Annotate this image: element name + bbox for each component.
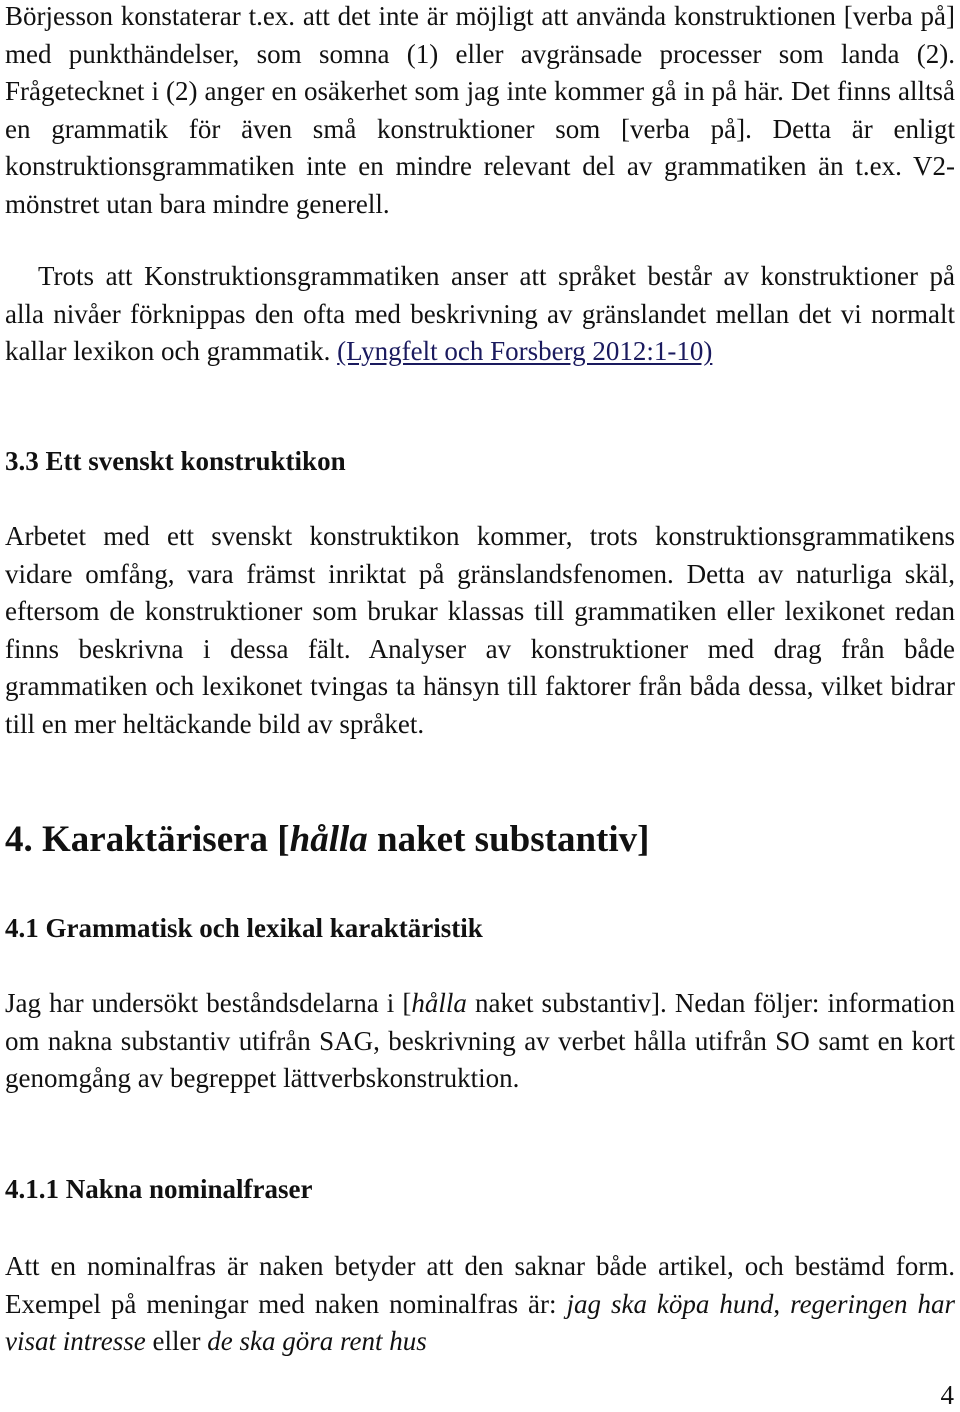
chapter-heading-4 [5, 818, 649, 861]
section-heading-4-1: 4.1 Grammatisk och lexikal karaktäristik [5, 913, 483, 943]
citation-link[interactable]: (Lyngfelt och Forsberg 2012:1-10) [337, 336, 713, 366]
heading-emphasis: hålla [289, 819, 368, 860]
section-heading-3-3: 3.3 Ett svenskt konstruktikon [5, 446, 346, 476]
paragraph-nakna-nominalfraser [5, 1248, 955, 1361]
separator-text: , [773, 1288, 791, 1319]
emphasis: hålla [411, 988, 467, 1018]
paragraph-text: Jag har undersökt beståndsdelarna i [ [5, 988, 412, 1018]
paragraph-borjesson: Börjesson konstaterar t.ex. att det inte är möjligt att använda konstruktionen [verba på] med punkthändelser, som somna (1) eller avgränsade processer som landa (2). Frågetecknet i (2) anger en osäkerhet som jag inte kommer gå in på här. Det finns alltså en grammatik för även små konstruktioner som [verba på]. Detta är enligt konstruktionsgrammatiken inte en mindre relevant del av grammatiken än t.ex. V2-mönstret utan bara mindre generell. [5, 1, 955, 219]
heading-text: naket substantiv] [367, 819, 650, 860]
heading-text: 4. Karaktärisera [ [5, 819, 290, 860]
paragraph-konstruktikon: Arbetet med ett svenskt konstruktikon kommer, trots konstruktionsgrammatikens vidare omfång, vara främst inriktat på gränslandsfenomen. Detta av naturliga skäl, eftersom de konstruktioner som brukar klassas till grammatiken eller lexikonet redan finns beskrivna i dessa fält. Analyser av konstruktioner med drag från både grammatiken och lexikonet tvingas ta hänsyn till faktorer från båda dessa, vilket bidrar till en mer heltäckande bild av språket. [5, 521, 955, 739]
example-sentence: regeringen har visat intresse [5, 1288, 955, 1356]
paragraph-text: Att en nominalfras är naken betyder att den saknar både artikel, och bestämd form. Exempel på meningar med naken nominalfras är: [5, 1251, 955, 1319]
example-sentence: de ska göra rent hus [207, 1326, 427, 1356]
paragraph-konstruktionsgrammatik [5, 258, 955, 371]
paragraph-text: naket substantiv]. Nedan följer: information om nakna substantiv utifrån SAG, beskrivning av verbet hålla utifrån SO samt en kort genomgång av begreppet lättverbskonstruktion. [5, 988, 956, 1093]
paragraph-bestandsdelar [5, 985, 955, 1098]
section-heading-4-1-1: 4.1.1 Nakna nominalfraser [5, 1174, 313, 1204]
paragraph-text: Trots att Konstruktionsgrammatiken anser att språket består av konstruktioner på alla nivåer förknippas den ofta med beskrivning av gränslandet mellan det vi normalt kallar lexikon och grammatik. [5, 261, 955, 366]
separator-text: eller [145, 1326, 208, 1356]
example-sentence: jag ska köpa hund [566, 1288, 774, 1319]
page-number: 4 [940, 1380, 954, 1410]
